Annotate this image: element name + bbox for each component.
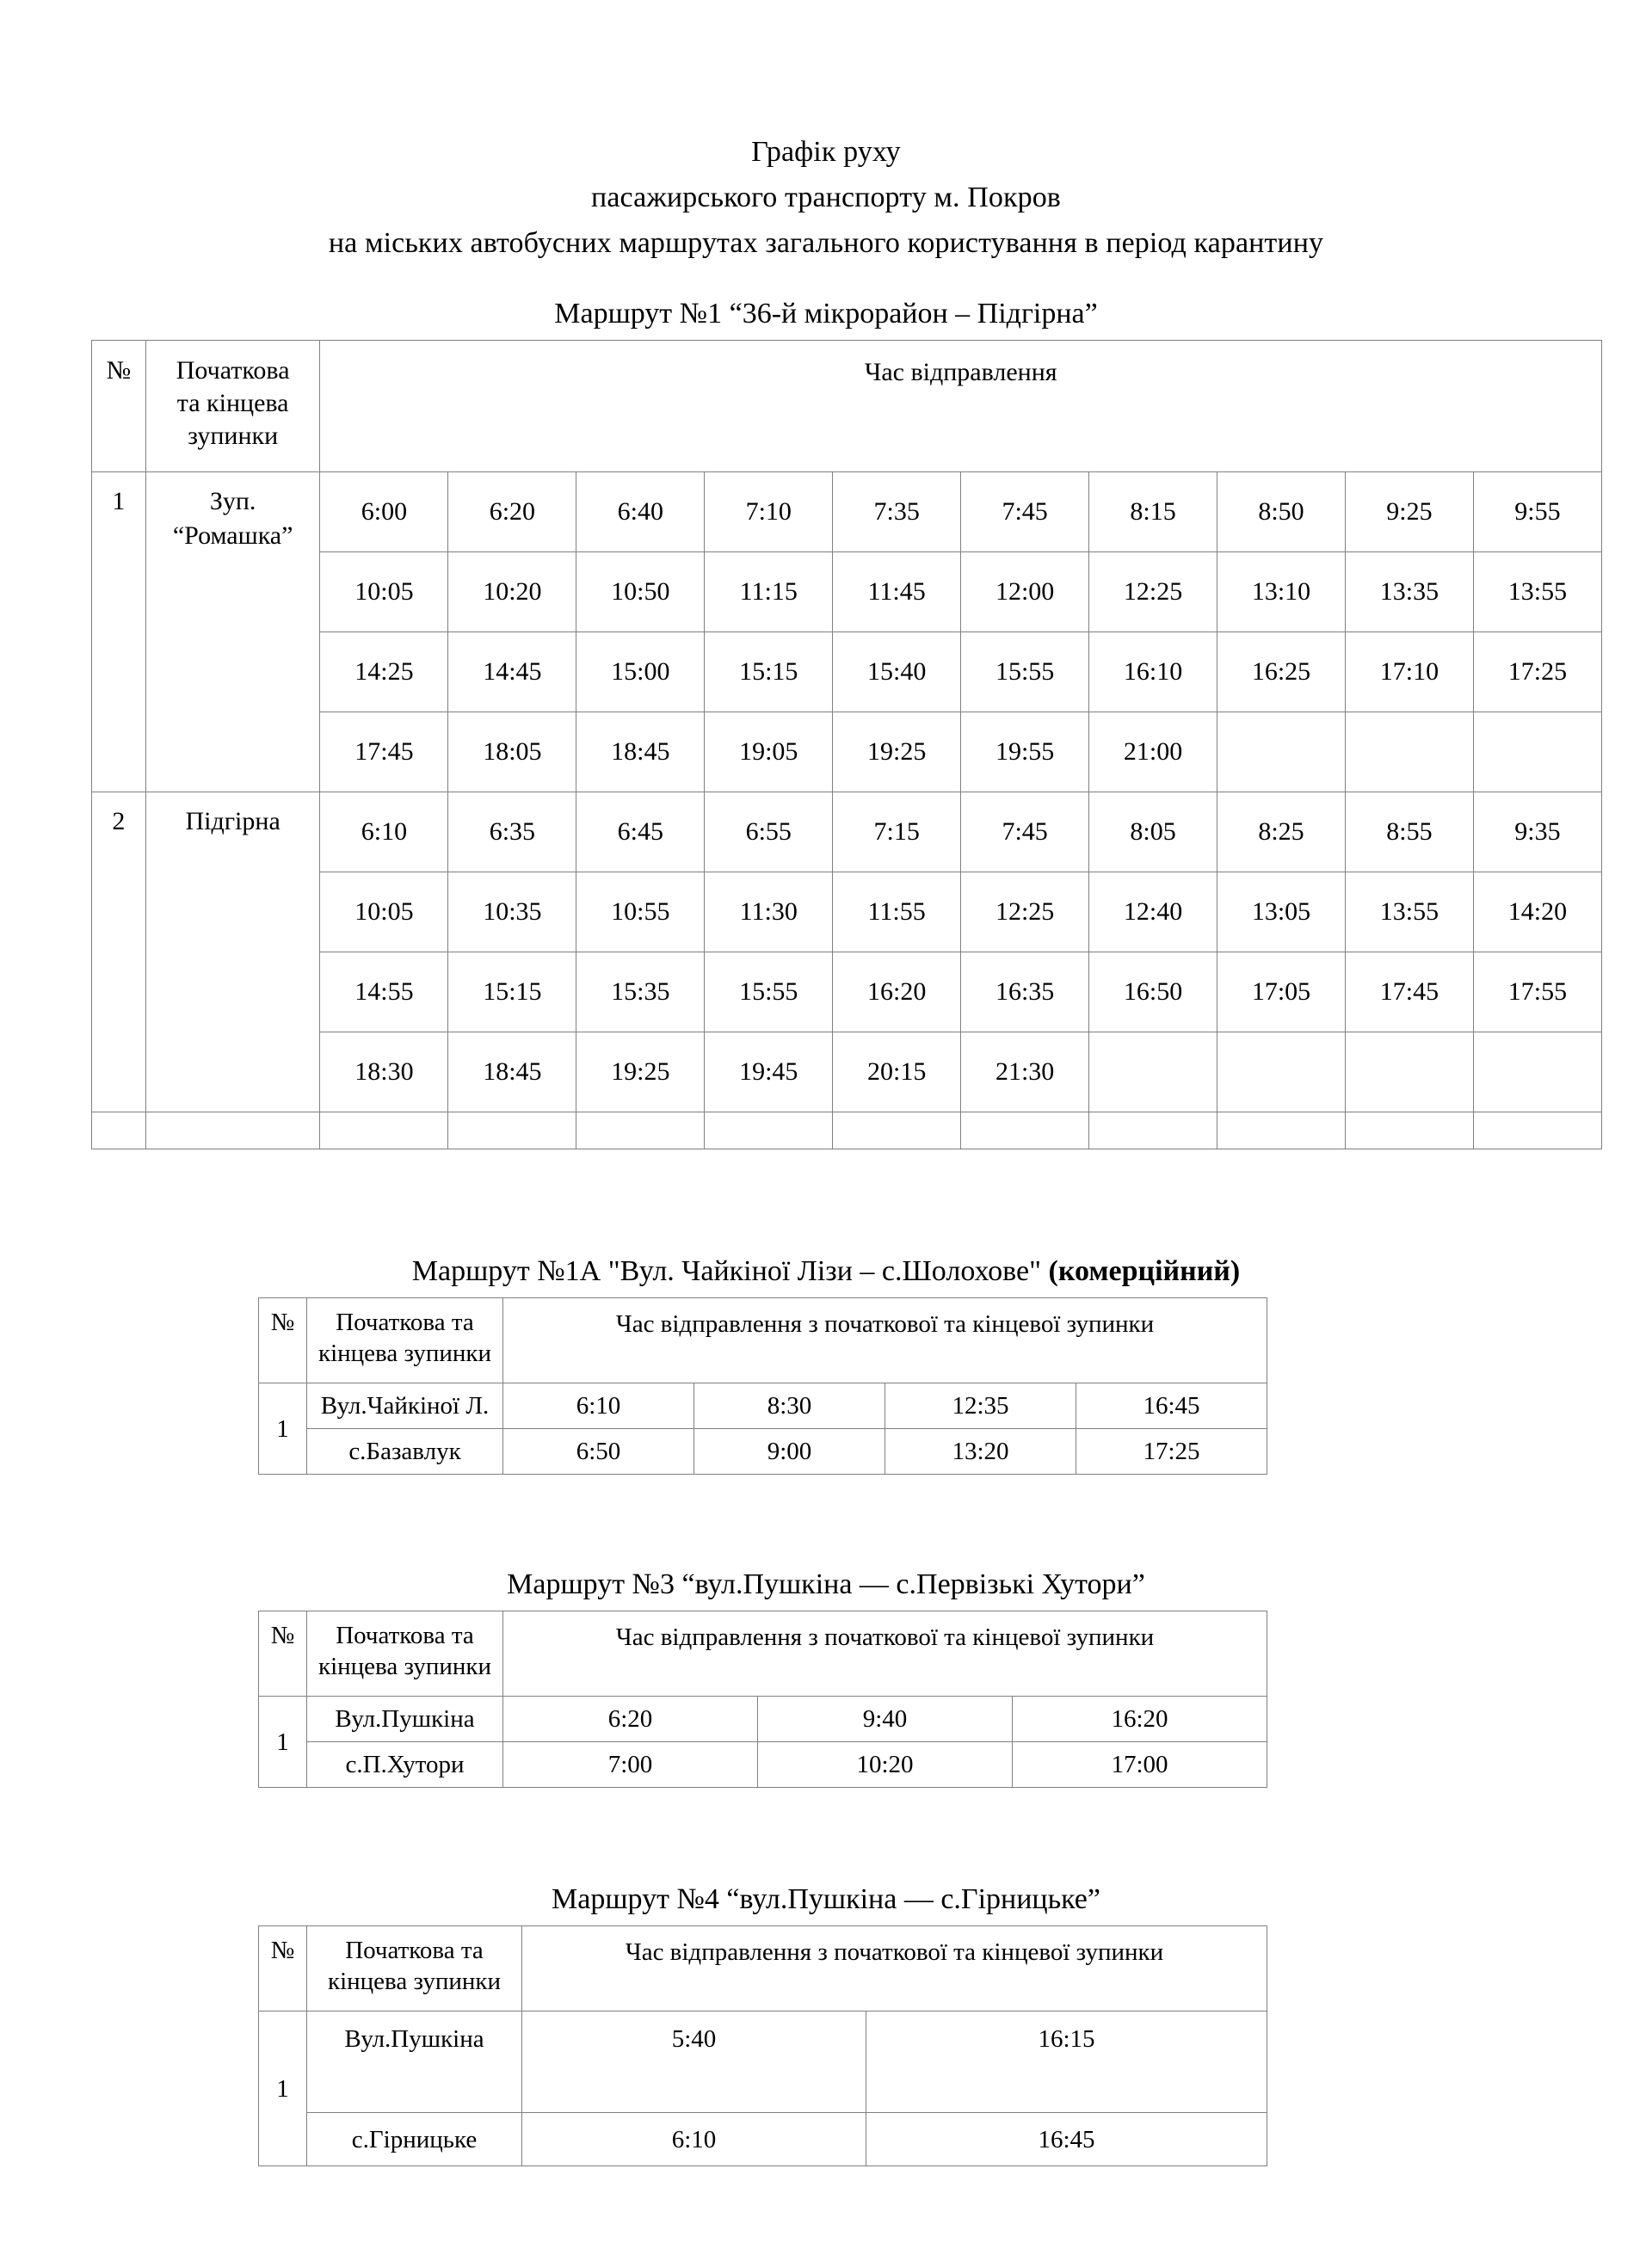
departure-time: 18:05 [448,712,576,792]
departure-time: 16:10 [1089,632,1217,712]
departure-time: 17:45 [320,712,448,792]
departure-time: 16:20 [1013,1697,1267,1742]
stop-name: Вул.Пушкіна [307,1697,503,1742]
departure-time: 18:45 [576,712,705,792]
departure-time: 11:30 [705,872,833,952]
stop-name: с.Базавлук [307,1429,503,1475]
title-line-3: на міських автобусних маршрутах загального користування в період карантину [328,227,1324,259]
departure-time: 14:55 [320,952,448,1032]
stop-name: Підгірна [145,792,320,1112]
departure-time: 9:00 [694,1429,885,1475]
document-title [0,0,1652,266]
empty-cell [92,1112,146,1149]
departure-time: 9:25 [1345,472,1473,552]
departure-time: 8:55 [1345,792,1473,872]
departure-time: 9:40 [758,1697,1013,1742]
departure-time: 7:45 [961,792,1089,872]
departure-time: 11:45 [833,552,961,632]
column-header-number: № [259,1611,307,1697]
route-1a-table [258,1297,1267,1475]
departure-time: 8:15 [1089,472,1217,552]
stop-name: Вул.Пушкіна [307,2011,522,2113]
departure-time: 13:55 [1473,552,1601,632]
stop-index: 2 [92,792,146,1112]
departure-time: 16:50 [1089,952,1217,1032]
departure-time-empty [1473,1032,1601,1112]
title-line-2: пасажирського транспорту м. Покров [591,182,1061,213]
column-header-departure: Час відправлення з початкової та кінцевої зупинки [503,1298,1267,1383]
column-header-departure: Час відправлення з початкової та кінцевої зупинки [503,1611,1267,1697]
route-1a-heading [0,1254,1652,1289]
table-row [92,472,1602,552]
departure-time: 10:20 [448,552,576,632]
route-1-table [91,340,1602,1149]
stops-header-line-1: Початкова та [345,1937,484,1964]
route-3-body [259,1697,1267,1788]
departure-time: 10:35 [448,872,576,952]
departure-time: 15:40 [833,632,961,712]
departure-time: 9:55 [1473,472,1601,552]
column-header-departure: Час відправлення з початкової та кінцевої зупинки [522,1926,1267,2011]
stop-index: 1 [92,472,146,792]
departure-time: 19:25 [833,712,961,792]
departure-time: 9:35 [1473,792,1601,872]
route-3-heading: Маршрут №3 “вул.Пушкіна — с.Первізькі Хутори” [507,1568,1145,1600]
route-4-table [258,1925,1267,2166]
route-3-table [258,1611,1267,1788]
departure-time: 11:55 [833,872,961,952]
stops-header-line-1: Початкова [176,356,290,385]
table-row [92,792,1602,872]
departure-time: 16:25 [1217,632,1346,712]
departure-time: 8:30 [694,1383,885,1429]
departure-time: 17:45 [1345,952,1473,1032]
departure-time: 14:20 [1473,872,1601,952]
spacer [0,1289,1652,1297]
stops-header-line-1: Початкова та [336,1622,474,1649]
departure-time: 6:20 [448,472,576,552]
stop-index: 1 [259,2011,307,2166]
spacer [0,1917,1652,1925]
departure-time: 6:45 [576,792,705,872]
table-header-row [259,1926,1267,2011]
route-1a-heading-commercial: (комерційний) [1048,1255,1241,1287]
departure-time: 7:15 [833,792,961,872]
departure-time: 21:30 [961,1032,1089,1112]
column-header-stops [307,1611,503,1697]
stop-index: 1 [259,1383,307,1475]
departure-time: 10:20 [758,1742,1013,1788]
column-header-stops [145,341,320,472]
departure-time: 5:40 [522,2011,866,2113]
departure-time: 6:35 [448,792,576,872]
departure-time: 16:15 [866,2011,1267,2113]
column-header-stops [307,1298,503,1383]
departure-time: 6:55 [705,792,833,872]
departure-time: 12:40 [1089,872,1217,952]
empty-cell [320,1112,448,1149]
departure-time: 16:45 [866,2113,1267,2166]
departure-time-empty [1345,1032,1473,1112]
spacer [0,1788,1652,1882]
stops-header-line-1: Початкова та [336,1309,474,1336]
departure-time: 17:55 [1473,952,1601,1032]
route-4-body [259,2011,1267,2166]
stop-name: с.Гірницьке [307,2113,522,2166]
departure-time: 18:30 [320,1032,448,1112]
departure-time: 13:20 [885,1429,1076,1475]
route-4-heading: Маршрут №4 “вул.Пушкіна — с.Гірницьке” [552,1883,1100,1915]
departure-time: 15:55 [705,952,833,1032]
stop-name [145,472,320,792]
departure-time: 15:55 [961,632,1089,712]
departure-time: 13:10 [1217,552,1346,632]
departure-time: 15:15 [705,632,833,712]
empty-cell [448,1112,576,1149]
departure-time: 6:00 [320,472,448,552]
departure-time: 19:25 [576,1032,705,1112]
column-header-number: № [259,1926,307,2011]
departure-time: 21:00 [1089,712,1217,792]
departure-time: 12:25 [1089,552,1217,632]
table-header-row [92,341,1602,472]
empty-cell [1473,1112,1601,1149]
departure-time: 7:35 [833,472,961,552]
departure-time-empty [1345,712,1473,792]
departure-time: 6:40 [576,472,705,552]
departure-time-empty [1217,1032,1346,1112]
column-header-departure: Час відправлення [320,341,1602,472]
column-header-number: № [92,341,146,472]
departure-time: 6:10 [320,792,448,872]
table-header-row [259,1611,1267,1697]
departure-time: 6:10 [522,2113,866,2166]
empty-cell [705,1112,833,1149]
spacer [0,331,1652,340]
empty-cell [833,1112,961,1149]
departure-time-empty [1089,1032,1217,1112]
title-line-1: Графік руху [751,136,901,168]
departure-time: 12:00 [961,552,1089,632]
departure-time: 14:45 [448,632,576,712]
route-1a-body [259,1383,1267,1475]
table-row [259,1742,1267,1788]
departure-time: 16:45 [1076,1383,1267,1429]
stop-index: 1 [259,1697,307,1788]
departure-time: 19:05 [705,712,833,792]
stops-header-line-2: кінцева зупинки [317,1340,491,1367]
departure-time: 7:45 [961,472,1089,552]
departure-time: 15:15 [448,952,576,1032]
departure-time: 10:55 [576,872,705,952]
departure-time: 18:45 [448,1032,576,1112]
spacer [0,1602,1652,1611]
departure-time: 6:10 [503,1383,694,1429]
route-1a-heading-main: Маршрут №1А "Вул. Чайкіної Лізи – с.Шолохове" [411,1255,1041,1287]
departure-time: 15:35 [576,952,705,1032]
departure-time-empty [1473,712,1601,792]
departure-time: 13:05 [1217,872,1346,952]
departure-time: 17:25 [1076,1429,1267,1475]
table-row [259,2113,1267,2166]
stops-header-line-2: кінцева зупинки [317,1653,491,1680]
table-row [259,1429,1267,1475]
departure-time: 8:25 [1217,792,1346,872]
departure-time: 16:35 [961,952,1089,1032]
stops-header-line-2: кінцева зупинки [327,1968,501,1995]
stop-name: с.П.Хутори [307,1742,503,1788]
stops-header-line-3: зупинки [188,422,279,450]
departure-time: 7:00 [503,1742,758,1788]
empty-cell [576,1112,705,1149]
departure-time: 15:00 [576,632,705,712]
empty-cell [1089,1112,1217,1149]
departure-time: 12:25 [961,872,1089,952]
empty-cell [961,1112,1089,1149]
departure-time: 13:35 [1345,552,1473,632]
departure-time: 20:15 [833,1032,961,1112]
departure-time: 14:25 [320,632,448,712]
empty-cell [145,1112,320,1149]
departure-time: 8:50 [1217,472,1346,552]
empty-cell [1345,1112,1473,1149]
departure-time: 16:20 [833,952,961,1032]
departure-time: 19:55 [961,712,1089,792]
departure-time: 13:55 [1345,872,1473,952]
departure-time: 17:25 [1473,632,1601,712]
departure-time: 7:10 [705,472,833,552]
route-1-heading: Маршрут №1 “36-й мікрорайон – Підгірна” [554,298,1098,330]
stops-header-line-2: та кінцева [176,389,289,417]
table-trailing-row [92,1112,1602,1149]
table-header-row [259,1298,1267,1383]
column-header-number: № [259,1298,307,1383]
table-row [259,1383,1267,1429]
departure-time: 19:45 [705,1032,833,1112]
spacer [0,1149,1652,1254]
table-row [259,2011,1267,2113]
departure-time: 8:05 [1089,792,1217,872]
departure-time: 17:10 [1345,632,1473,712]
departure-time: 6:50 [503,1429,694,1475]
departure-time-empty [1217,712,1346,792]
stop-name: Вул.Чайкіної Л. [307,1383,503,1429]
departure-time: 10:05 [320,552,448,632]
departure-time: 12:35 [885,1383,1076,1429]
departure-time: 17:00 [1013,1742,1267,1788]
departure-time: 6:20 [503,1697,758,1742]
stop-name-line-2: “Ромашка” [172,521,293,550]
stop-name-line-1: Зуп. [209,487,256,515]
spacer [0,266,1652,297]
departure-time: 10:50 [576,552,705,632]
departure-time: 17:05 [1217,952,1346,1032]
spacer [0,1475,1652,1568]
departure-time: 10:05 [320,872,448,952]
empty-cell [1217,1112,1346,1149]
route-1-body [92,472,1602,1149]
departure-time: 11:15 [705,552,833,632]
column-header-stops [307,1926,522,2011]
table-row [259,1697,1267,1742]
